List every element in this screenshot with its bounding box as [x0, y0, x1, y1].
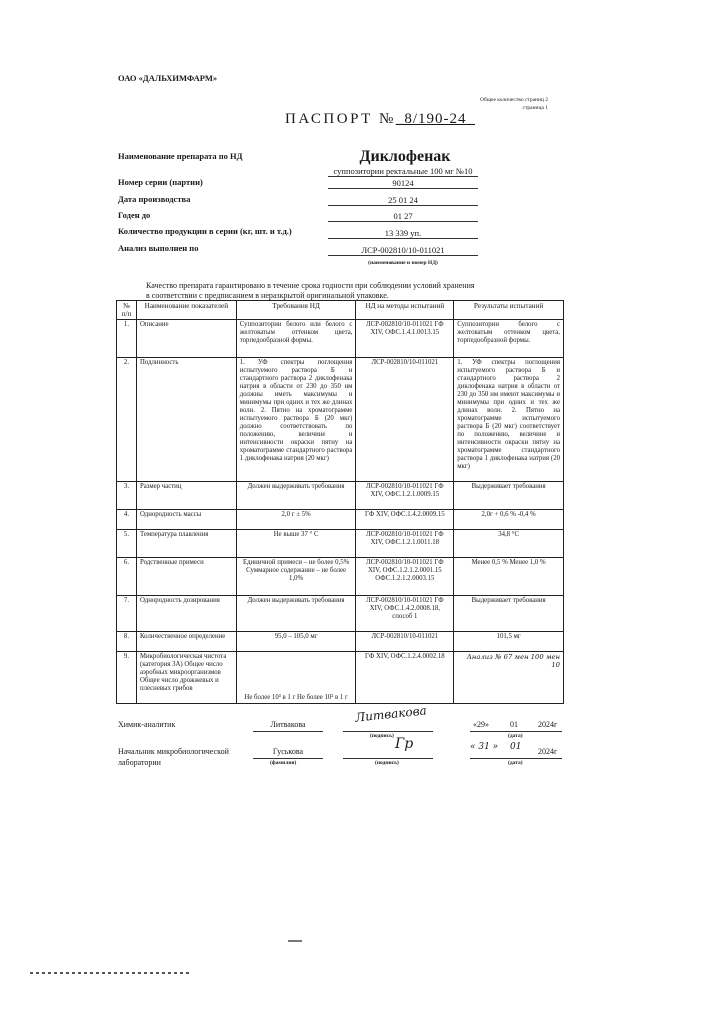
- table-row: 6. Родственные примеси Единичной примеси – не более 0,5% Суммарное содержание – не более 1,0% ЛСР-002810/10-011021 ГФ XIV, ОФС.1.2.1.2.0001.15 ОФС.1.2.1.2.0003.15 Менее 0,5 % Менее 1,0 %: [117, 558, 564, 596]
- valid-value: 01 27: [328, 211, 478, 222]
- table-row: 9. Микробиологическая чистота (категория 3А) Общее число аэробных микроорганизмов Общее число дрожжевых и плесневых грибов Не более 10³ в 1 г Не более 10² в 1 г ГФ XIV, ОФС.1.2.4.0002.18 Анализ № 67 мен 100 мен 10: [117, 652, 564, 704]
- analyst-date-caption: (дата): [508, 733, 523, 739]
- analyst-month: 01: [510, 720, 518, 729]
- valid-label: Годен до: [118, 210, 151, 220]
- table-row: 1. Описание Суппозитории белого или белого с желтоватым оттенком цвета, торпедообразной формы. ЛСР-002810/10-011021 ГФ XIV, ОФС.1.4.1.0013.15 Суппозитории белого с желтоватым оттенком цвета, торпедообразной формы.: [117, 320, 564, 358]
- page-title: ПАСПОРТ №_8/190-24_: [285, 111, 476, 127]
- header-name: Наименование показателей: [136, 301, 236, 320]
- head-sign-caption: (подпись): [375, 760, 399, 766]
- head-date-caption: (дата): [508, 760, 523, 766]
- analysis-note: (наименование и номер НД): [368, 260, 438, 266]
- header-nd: НД на методы испытаний: [356, 301, 454, 320]
- header-req: Требования НД: [236, 301, 356, 320]
- quantity-value: 13 339 уп.: [328, 228, 478, 239]
- drug-label: Наименование препарата по НД: [118, 151, 243, 161]
- table-header-row: [117, 301, 564, 320]
- drug-name: Диклофенак: [359, 148, 451, 165]
- series-value: 90124: [328, 178, 478, 189]
- table-row: 4. Однородность массы 2,0 г ± 5% ГФ XIV, ОФС.1.4.2.0009.15 2,0г + 0,6 % -0,4 %: [117, 510, 564, 530]
- page-count: Общее количество страниц 2 страница 1: [480, 97, 548, 111]
- analysis-label: Анализ выполнен по: [118, 243, 199, 253]
- test-results-table: [116, 300, 564, 704]
- header-result: Результаты испытаний: [454, 301, 564, 320]
- table-row: 7. Однородность дозирования Должен выдерживать требования ЛСР-002810/10-011021 ГФ XIV, ОФС.1.4.2.0008.18, способ 1 Выдерживает требования: [117, 596, 564, 632]
- head-name: Гуськова: [272, 747, 304, 756]
- scan-edge-artifact: [30, 972, 190, 974]
- header-num: № п/п: [117, 301, 137, 320]
- scan-artifact: [288, 940, 302, 942]
- table-row: 5. Температура плавления Не выше 37 ° С ЛСР-002810/10-011021 ГФ XIV, ОФС.1.2.1.0011.18 34,8 °С: [117, 530, 564, 558]
- analyst-sign-caption: (подпись): [370, 733, 394, 739]
- analyst-day: «29»: [473, 720, 489, 729]
- head-surname-caption: (фамилия): [270, 760, 297, 766]
- analyst-year: 2024г: [538, 720, 558, 729]
- head-year: 2024г: [538, 747, 558, 756]
- series-label: Номер серии (партии): [118, 177, 203, 187]
- head-day: « 31 »: [470, 742, 499, 752]
- prod-date-value: 25 01 24: [328, 195, 478, 206]
- quantity-label: Количество продукции в серии (кг, шт. и т.д.): [118, 226, 292, 236]
- company-name: ОАО «ДАЛЬХИМФАРМ»: [118, 73, 218, 83]
- head-label: Начальник микробиологической лаборатории: [118, 747, 229, 767]
- head-month: 01: [510, 742, 522, 752]
- quality-guarantee: Качество препарата гарантировано в течение срока годности при соблюдении условий хранения в соответствии с предписанием в неразкрытой оригинальной упаковке.: [146, 281, 475, 300]
- drug-form: суппозитории ректальные 100 мг №10: [328, 166, 478, 177]
- analyst-name: Литвакова: [270, 720, 306, 729]
- table-row: 3. Размер частиц Должен выдерживать требования ЛСР-002810/10-011021 ГФ XIV, ОФС.1.2.1.0009.15 Выдерживает требования: [117, 482, 564, 510]
- analyst-label: Химик-аналитик: [118, 720, 176, 729]
- table-row: 2. Подлинность 1. УФ спектры поглощения испытуемого раствора Б и стандартного раствора 2 диклофенака натрия в области от 230 до 350 нм должны иметь максимумы и минимумы при одних и тех же длинах волн. 2. Пятно на хроматограмме испытуемого раствора Б (20 мкг) должно соответствовать по положению, величине и интенсивности окраски пятну на хроматограмме стандартного раствора 1 диклофенака натрия (20 мкг) ЛСР-002810/10-011021 1. УФ спектры поглощения испытуемого раствора Б и стандартного раствора 2 диклофенака натрия в области от 230 до 350 нм имеют максимумы и минимумы при одних и тех же длинах волн. 2. Пятно на хроматограмме испытуемого раствора Б (20 мкг) соответствует по положению, величине и интенсивности окраски пятну на хроматограмме стандартного раствора 1 диклофенака натрия (20 мкг): [117, 358, 564, 482]
- analysis-value: ЛСР-002810/10-011021: [328, 245, 478, 256]
- head-signature: Гр: [395, 736, 414, 752]
- table-row: 8. Количественное определение 95,0 – 105,0 мг ЛСР-002810/10-011021 101,5 мг: [117, 632, 564, 652]
- passport-number: _8/190-24_: [395, 111, 476, 127]
- analyst-signature: Литвакова: [354, 703, 428, 725]
- prod-date-label: Дата производства: [118, 194, 191, 204]
